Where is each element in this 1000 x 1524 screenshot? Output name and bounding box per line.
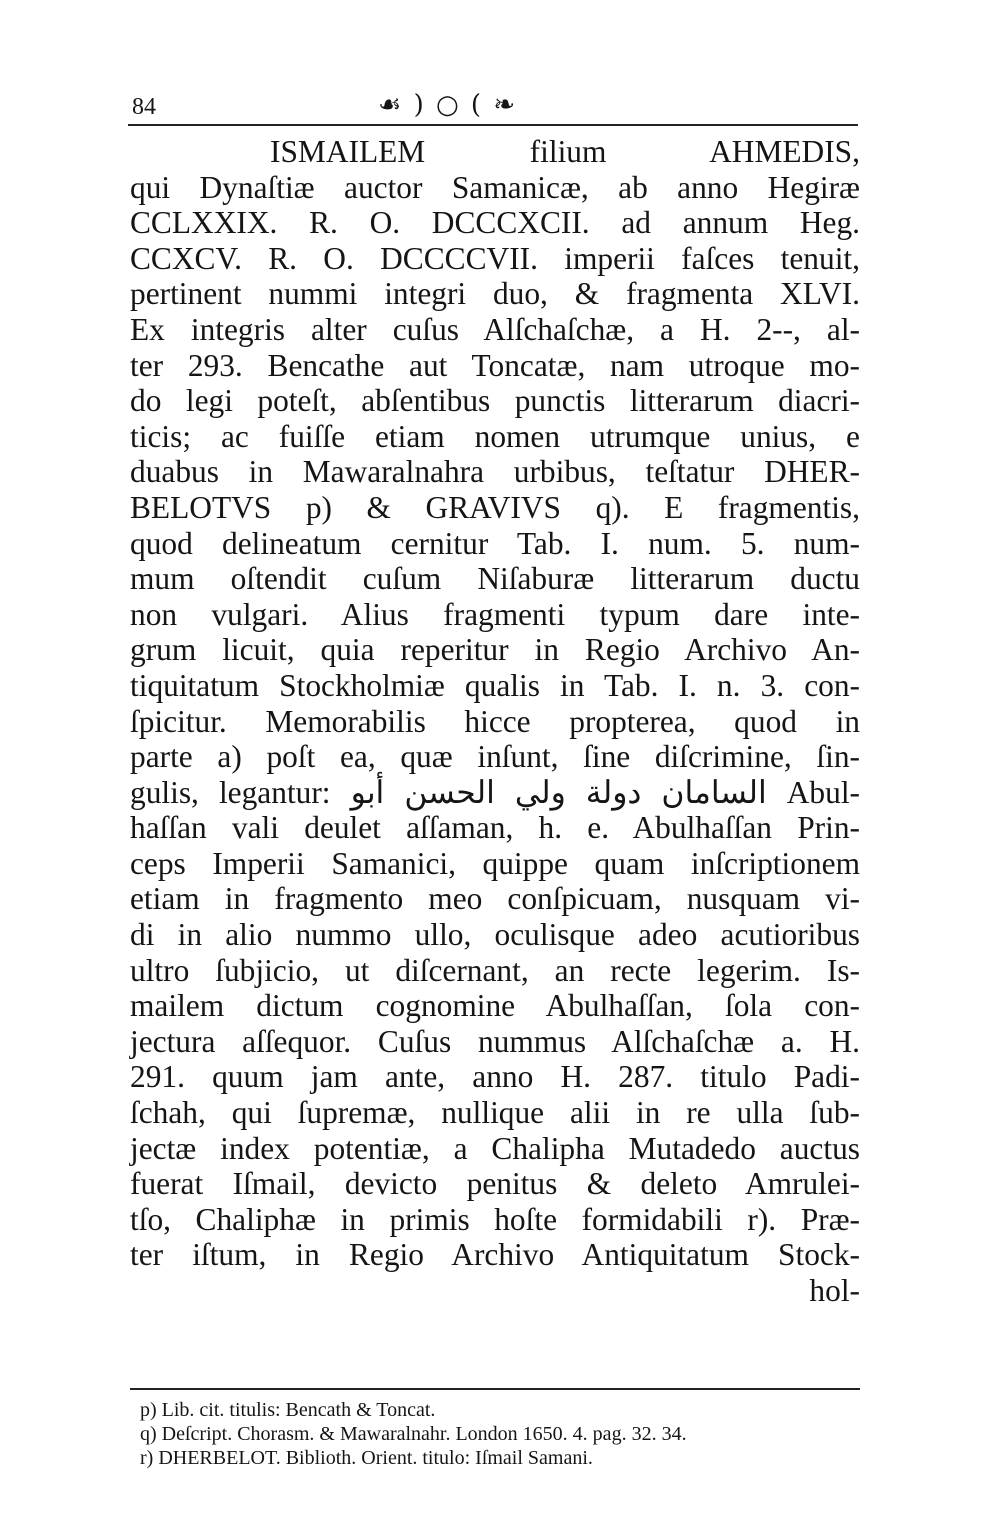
- body-line: do legi poteſt, abſentibus punctis litterarum diacri-: [130, 383, 860, 419]
- body-line: ter iſtum, in Regio Archivo Antiquitatum Stock-: [130, 1237, 860, 1273]
- body-line: duabus in Mawaralnahra urbibus, teſtatur DHER-: [130, 454, 860, 490]
- body-line: tiquitatum Stockholmiæ qualis in Tab. I. n. 3. con-: [130, 667, 860, 703]
- footnote-p: p) Lib. cit. titulis: Bencath & Toncat.: [140, 1399, 436, 1421]
- body-line: haſſan vali deulet aſſaman, h. e. Abulhaſſan Prin-: [130, 810, 860, 846]
- body-line: fuerat Iſmail, devicto penitus & deleto Amrulei-: [130, 1166, 860, 1202]
- footnotes: [140, 1398, 860, 1470]
- footnote-rule: [130, 1388, 860, 1390]
- body-line: quod delineatum cernitur Tab. I. num. 5. num-: [130, 525, 860, 561]
- body-line-arabic: gulis, legantur: السامان دولة ولي الحسن أبو Abul-: [130, 774, 861, 810]
- body-line: di in alio nummo ullo, oculisque adeo acutioribus: [130, 917, 860, 953]
- body-line: CCXCV. R. O. DCCCCVII. imperii faſces tenuit,: [130, 240, 860, 276]
- body-line: mailem dictum cognomine Abulhaſſan, ſola con-: [130, 988, 860, 1024]
- body-line: mum oſtendit cuſum Niſaburæ litterarum ductu: [130, 561, 860, 597]
- catchword: hol-: [809, 1273, 860, 1308]
- header-rule: [128, 124, 858, 126]
- page-header: [128, 90, 858, 124]
- footnote-q: q) Deſcript. Chorasm. & Mawaralnahr. London 1650. 4. pag. 32. 34.: [140, 1423, 687, 1445]
- body-line: ticis; ac fuiſſe etiam nomen utrumque unius, e: [130, 418, 860, 454]
- header-ornament: ☙ ) ○ ( ❧: [378, 90, 518, 120]
- body-line: Ex integris alter cuſus Alſchaſchæ, a H. 2--, al-: [130, 311, 860, 347]
- body-line: jectæ index potentiæ, a Chalipha Mutadedo auctus: [130, 1130, 860, 1166]
- body-line: qui Dynaſtiæ auctor Samanicæ, ab anno Hegiræ: [130, 169, 860, 205]
- body-line: ſpicitur. Memorabilis hicce propterea, quod in: [130, 703, 860, 739]
- body-line: parte a) poſt ea, quæ inſunt, ſine diſcrimine, ſin-: [130, 739, 860, 775]
- body-line: tſo, Chaliphæ in primis hoſte formidabili r). Præ-: [130, 1201, 860, 1237]
- body-line: pertinent nummi integri duo, & fragmenta XLVI.: [130, 276, 860, 312]
- body-line: ultro ſubjicio, ut diſcernant, an recte legerim. Is-: [130, 952, 860, 988]
- body-line: jectura aſſequor. Cuſus nummus Alſchaſchæ a. H.: [130, 1023, 860, 1059]
- body-text: [130, 134, 860, 1309]
- body-line: non vulgari. Alius fragmenti typum dare inte-: [130, 596, 860, 632]
- body-line: ceps Imperii Samanici, quippe quam inſcriptionem: [130, 845, 860, 881]
- body-line: ter 293. Bencathe aut Toncatæ, nam utroque mo-: [130, 347, 860, 383]
- body-line: ſchah, qui ſupremæ, nullique alii in re ulla ſub-: [130, 1095, 860, 1131]
- body-line: grum licuit, quia reperitur in Regio Archivo An-: [130, 632, 860, 668]
- body-line: etiam in fragmento meo conſpicuam, nusquam vi-: [130, 881, 860, 917]
- footnote-r: r) DHERBELOT. Biblioth. Orient. titulo: Iſmail Samani.: [140, 1447, 593, 1469]
- page-number: 84: [132, 94, 156, 120]
- body-line: ISMAILEM filium AHMEDIS,: [270, 134, 860, 169]
- body-line: CCLXXIX. R. O. DCCCXCII. ad annum Heg.: [130, 205, 860, 241]
- body-line: BELOTVS p) & GRAVIVS q). E fragmentis,: [130, 489, 860, 525]
- body-line: 291. quum jam ante, anno H. 287. titulo Padi-: [130, 1059, 860, 1095]
